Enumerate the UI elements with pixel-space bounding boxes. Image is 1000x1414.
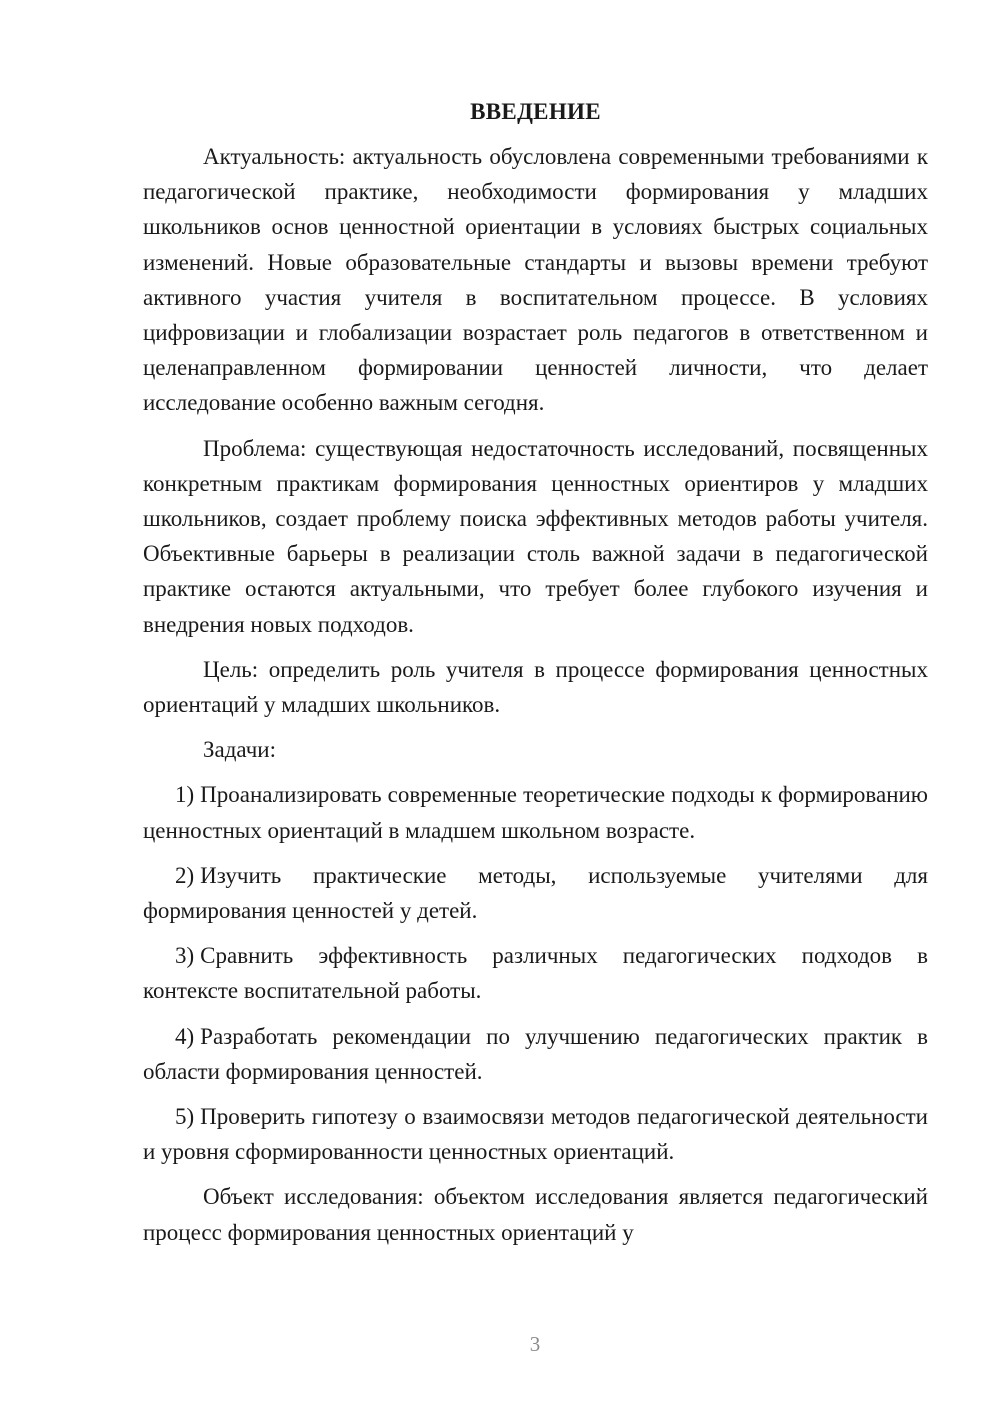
- task-number: 2): [175, 862, 195, 888]
- problem-paragraph: Проблема: существующая недостаточность исследований, посвященных конкретным практикам формирования ценностных ориентиров у младших школьников, создает проблему поиска эффективных методов работы учителя. Объективные барьеры в реализации столь важной задачи в педагогической практике остаются актуальными, что требует более глубокого изучения и внедрения новых подходов.: [143, 435, 928, 637]
- relevance-paragraph: Актуальность: актуальность обусловлена современными требованиями к педагогической практике, необходимости формирования у младших школьников основ ценностной ориентации в условиях быстрых социальных изменений. Новые образовательные стандарты и вызовы времени требуют активного участия учителя в воспитательном процессе. В условиях цифровизации и глобализации возрастает роль педагогов в ответственном и целенаправленном формировании ценностей личности, что делает исследование особенно важным сегодня.: [143, 144, 928, 416]
- task-item-2: [143, 858, 928, 928]
- task-item-5: [143, 1099, 928, 1169]
- task-text: Разработать рекомендации по улучшению педагогических практик в области формирования ценностей.: [143, 1023, 928, 1084]
- task-item-1: [143, 777, 928, 847]
- task-number: 4): [175, 1023, 195, 1049]
- page-number: 3: [529, 1332, 541, 1356]
- task-number: 5): [175, 1104, 195, 1130]
- tasks-label: Задачи:: [203, 737, 276, 763]
- task-text: Сравнить эффективность различных педагогических подходов в контексте воспитательной работы.: [143, 943, 928, 1004]
- task-text: Изучить практические методы, используемые учителями для формирования ценностей у детей.: [143, 862, 928, 924]
- task-item-4: [143, 1019, 928, 1089]
- goal-paragraph: Цель: определить роль учителя в процессе формирования ценностных ориентаций у младших школьников.: [143, 656, 928, 718]
- task-number: 3): [175, 943, 195, 969]
- object-paragraph: Объект исследования: объектом исследования является педагогический процесс формирования ценностных ориентаций у: [143, 1184, 928, 1245]
- task-item-3: [143, 938, 928, 1008]
- document-body: [143, 94, 928, 1260]
- task-text: Проверить гипотезу о взаимосвязи методов педагогической деятельности и уровня сформированности ценностных ориентаций.: [143, 1104, 928, 1165]
- section-heading: ВВЕДЕНИЕ: [470, 99, 601, 124]
- task-number: 1): [175, 782, 195, 808]
- task-text: Проанализировать современные теоретические подходы к формированию ценностных ориентаций в младшем школьном возрасте.: [143, 782, 928, 843]
